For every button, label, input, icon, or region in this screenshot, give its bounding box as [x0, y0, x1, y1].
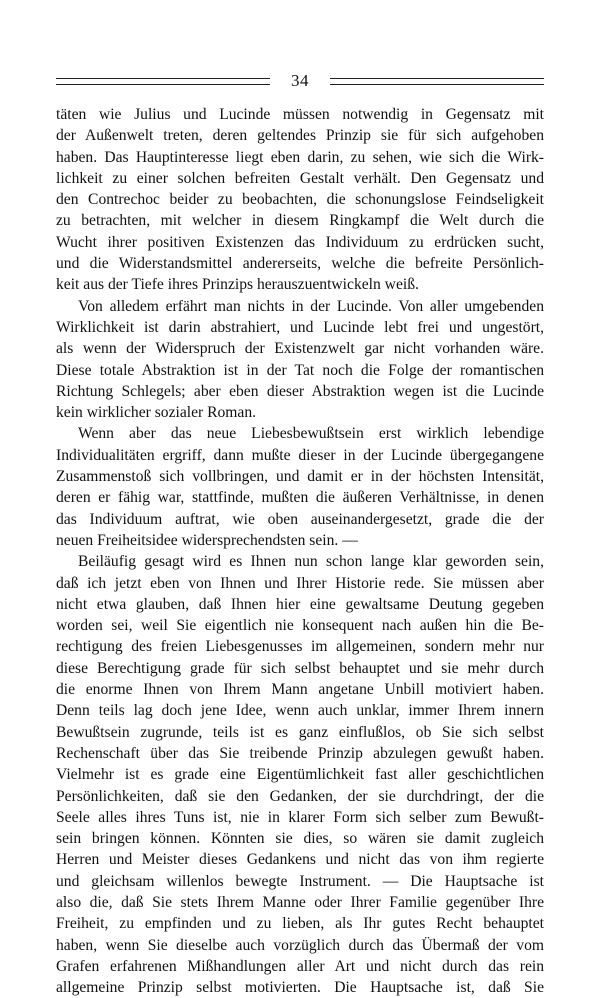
- text-line: worden sei, weil Sie eigentlich nie konsequent nach außen hin die Be-: [56, 617, 544, 635]
- page-number: 34: [285, 71, 315, 91]
- text-line: haben, wenn Sie dieselbe auch vorzüglich durch das Übermaß der vom: [56, 936, 544, 954]
- page-header: [56, 66, 544, 96]
- paragraph: [56, 296, 544, 424]
- text-line: rechtigung des freien Liebesgenusses im allgemeinen, sondern mehr nur: [56, 638, 544, 656]
- text-line: zu betrachten, mit welcher in diesem Ringkampf die Welt durch die: [56, 212, 544, 230]
- text-line: Beiläufig gesagt wird es Ihnen nun schon lange klar geworden sein,: [78, 553, 544, 571]
- text-line: und die Widerstandsmittel andererseits, welche die befreite Persönlich-: [56, 255, 544, 273]
- text-line: Von alledem erfährt man nichts in der Lucinde. Von aller umgebenden: [78, 297, 544, 315]
- text-line: diese Berechtigung grade für sich selbst behauptet und sie mehr durch: [56, 659, 544, 677]
- paragraph: [56, 551, 544, 998]
- text-line: und gleichsam willenlos bewegte Instrument. — Die Hauptsache ist: [56, 872, 544, 890]
- text-line: Wirklichkeit ist darin abstrahiert, und Lucinde lebt frei und ungestört,: [56, 318, 544, 336]
- text-line: Vielmehr ist es grade eine Eigentümlichkeit fast aller geschichtlichen: [56, 766, 544, 784]
- text-line: nicht etwa glauben, daß Ihnen hier eine gewaltsame Deutung gegeben: [56, 595, 544, 613]
- text-line: also die, daß Sie stets Ihrem Manne oder Ihrer Familie gegenüber Ihre: [56, 893, 544, 911]
- body-text: [56, 104, 544, 998]
- text-line: Wenn aber das neue Liebesbewußtsein erst wirklich lebendige: [78, 425, 544, 443]
- text-line: Zusammenstoß sich vollbringen, und damit er in der höchsten Intensität,: [56, 468, 544, 486]
- text-line: Denn teils lag doch jene Idee, wenn auch unklar, immer Ihrem innern: [56, 702, 544, 720]
- text-line: Freiheit, zu empfinden und zu lieben, als Ihr gutes Recht behauptet: [56, 915, 544, 933]
- text-line: allgemeine Prinzip selbst motivierten. Die Hauptsache ist, daß Sie: [56, 979, 544, 997]
- text-line: sein bringen können. Könnten sie dies, so wären sie damit zugleich: [56, 830, 544, 848]
- document-page: [56, 66, 544, 998]
- text-line: der Außenwelt treten, deren geltendes Prinzip sie für sich aufgehoben: [56, 127, 544, 145]
- text-line: Diese totale Abstraktion ist in der Tat noch die Folge der romantischen: [56, 361, 544, 379]
- text-line: lichkeit zu einer solchen befreiten Gestalt verhält. Den Gegensatz und: [56, 169, 544, 187]
- paragraph: [56, 423, 544, 551]
- text-line: Seele alles ihres Tuns ist, nie in klarer Form sich selber zum Bewußt-: [56, 808, 544, 826]
- text-line: Bewußtsein zugrunde, teils ist es ganz einflußlos, ob Sie sich selbst: [56, 723, 544, 741]
- text-line: keit aus der Tiefe ihres Prinzips herauszuentwickeln weiß.: [56, 276, 419, 294]
- header-rule-right: [330, 78, 544, 85]
- text-line: Herren und Meister dieses Gedankens und nicht das von ihm regierte: [56, 851, 544, 869]
- text-line: haben. Das Hauptinteresse liegt eben darin, zu sehen, wie sich die Wirk-: [56, 148, 544, 166]
- text-line: Grafen erfahrenen Mißhandlungen aller Art und nicht durch das rein: [56, 957, 544, 975]
- text-line: Individualitäten ergriff, dann mußte dieser in der Lucinde übergegangene: [56, 446, 544, 464]
- text-line: neuen Freiheitsidee widersprechendsten sein. —: [56, 531, 358, 549]
- text-line: die enorme Ihnen von Ihrem Mann angetane Unbill motiviert haben.: [56, 681, 544, 699]
- text-line: deren er fähig war, stattfinde, mußten die äußeren Verhältnisse, in denen: [56, 489, 544, 507]
- text-line: als wenn der Widerspruch der Existenzwelt gar nicht vorhanden wäre.: [56, 340, 544, 358]
- text-line: täten wie Julius und Lucinde müssen notwendig in Gegensatz mit: [56, 106, 544, 123]
- header-rule-left: [56, 78, 270, 85]
- text-line: Richtung Schlegels; aber eben dieser Abstraktion wegen ist die Lucinde: [56, 382, 544, 400]
- text-line: Rechenschaft über das Sie treibende Prinzip abzulegen gewußt haben.: [56, 744, 544, 762]
- text-line: kein wirklicher sozialer Roman.: [56, 404, 257, 422]
- text-line: das Individuum auftrat, wie oben auseinandergesetzt, grade die der: [56, 510, 544, 528]
- text-line: den Contrechoc beider zu beobachten, die schonungslose Feindseligkeit: [56, 191, 544, 209]
- text-line: Wucht ihrer positiven Existenzen das Individuum zu erdrücken sucht,: [56, 233, 544, 251]
- text-line: Persönlichkeiten, daß sie den Gedanken, der sie durchdringt, der die: [56, 787, 544, 805]
- paragraph: [56, 104, 544, 296]
- text-line: daß ich jetzt eben von Ihnen und Ihrer Historie rede. Sie müssen aber: [56, 574, 544, 592]
